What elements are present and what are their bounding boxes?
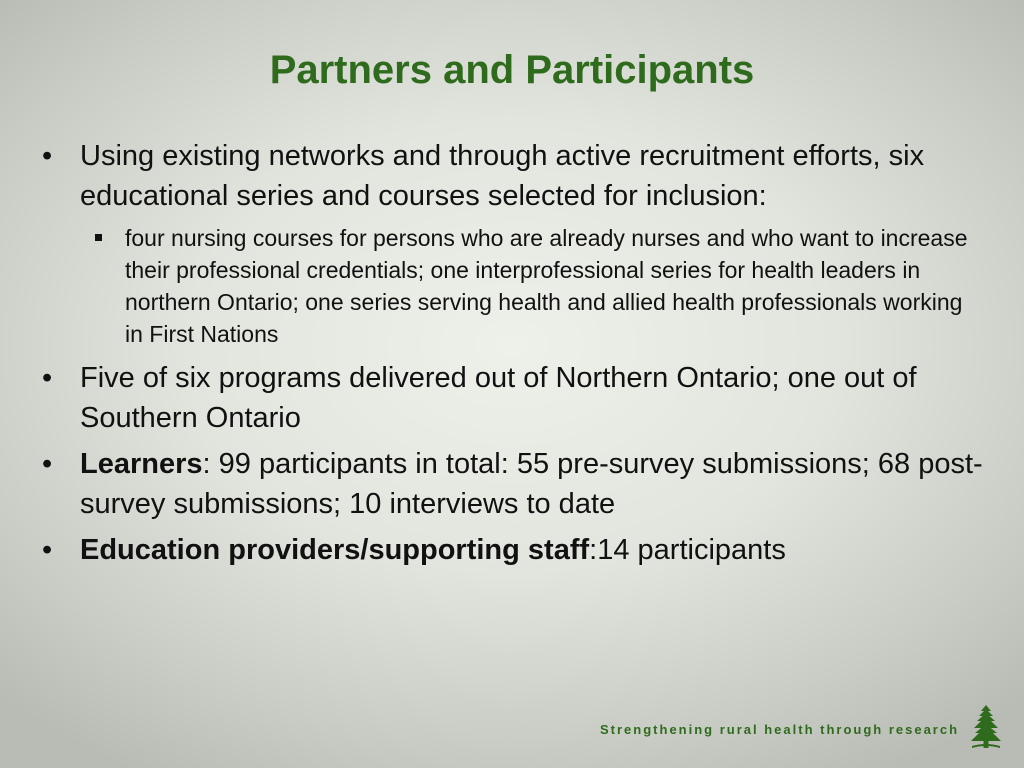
bullet-text-learners: : 99 participants in total: 55 pre-survey submissions; 68 post-survey submissions; 10 interviews to date [80, 448, 983, 520]
bullet-bold-providers: Education providers/supporting staff [80, 534, 590, 566]
bullet-dot: • [42, 448, 53, 480]
bullet-dot: • [42, 362, 53, 394]
bullet-text-recruitment: Using existing networks and through active recruitment efforts, six educational series and courses selected for inclusion: [80, 140, 925, 212]
bullet-item-learners [0, 444, 990, 524]
square-bullet-icon [95, 234, 102, 241]
bullet-dot: • [42, 534, 53, 566]
bullet-bold-learners: Learners [80, 448, 203, 480]
pine-tree-icon [966, 704, 1006, 750]
bullet-item-programs [0, 358, 990, 438]
sub-bullet-item-courses [0, 222, 985, 350]
bullet-dot: • [42, 140, 53, 172]
slide-title: Partners and Participants [269, 48, 755, 92]
sub-bullet-text-courses: four nursing courses for persons who are already nurses and who want to increase their professional credentials; one interprofessional series for health leaders in northern Ontario; one series serving health and allied health professionals working in First Nations [125, 225, 968, 347]
footer-tagline: Strengthening rural health through research [600, 722, 960, 737]
bullet-item-providers [0, 530, 990, 570]
slide-content [0, 136, 1024, 576]
bullet-text-programs: Five of six programs delivered out of Northern Ontario; one out of Southern Ontario [80, 362, 917, 434]
bullet-text-providers: :14 participants [589, 534, 786, 566]
bullet-item-recruitment [0, 136, 990, 216]
